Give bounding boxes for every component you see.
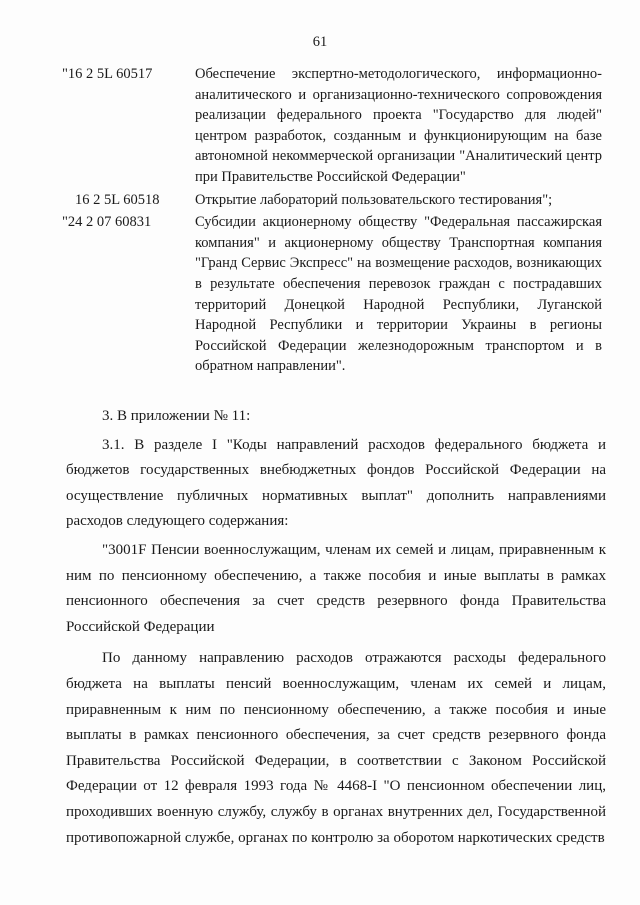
page-number: 61 — [312, 34, 328, 50]
expense-description: Обеспечение экспертно-методологического, информационно-аналитического и организационно-технического сопровождения реализации федерального проекта "Государство для людей" центром разработок, созданным и функционирующим на базе автономной некоммерческой организации "Аналитический центр при Правительстве Российской Федерации" — [195, 66, 602, 185]
subsection-paragraph: 3.1. В разделе I "Коды направлений расходов федерального бюджета и бюджетов государственных внебюджетных фондов Российской Федерации на осуществление публичных нормативных выплат" дополнить направлениями расходов следующего содержания: — [66, 436, 606, 530]
expense-code: "24 2 07 60831 — [62, 214, 152, 231]
explanation-paragraph: По данному направлению расходов отражаются расходы федерального бюджета на выплаты пенсий военнослужащим, членам их семей и лицам, приравненным к ним по пенсионному обеспечению, а также пособия и иные выплаты в рамках пенсионного обеспечения, за счет средств резервного фонда Правительства Российской Федерации, в соответствии с Законом Российской Федерации от 12 февраля 1993 года № 4468-I "О пенсионном обеспечении лиц, проходивших военную службу, службу в органах внутренних дел, Государственной противопожарной службе, органах по контролю за оборотом наркотических средств — [66, 650, 606, 846]
body-text — [66, 404, 606, 851]
expense-code: "16 2 5L 60517 — [62, 66, 153, 82]
section-heading: 3. В приложении № 11: — [102, 408, 251, 424]
expense-code: 16 2 5L 60518 — [75, 191, 160, 208]
table-row — [62, 212, 602, 377]
expense-codes-table — [62, 64, 602, 377]
table-row — [62, 190, 602, 211]
expense-description: Открытие лабораторий пользовательского тестирования"; — [195, 191, 553, 208]
table-row — [62, 64, 602, 188]
expense-description: Субсидии акционерному обществу "Федеральная пассажирская компания" и акционерному обществу Транспортная компания "Гранд Сервис Экспресс" на возмещение расходов, возникающих в результате обеспечения перевозок граждан с пострадавших территорий Донецкой Народной Республики, Луганской Народной Республики и территории Украины в регионы Российской Федерации железнодорожным транспортом и в обратном направлении". — [195, 214, 602, 375]
code-item-paragraph: "3001F Пенсии военнослужащим, членам их семей и лицам, приравненным к ним по пенсионному обеспечению, а также пособия и иные выплаты в рамках пенсионного обеспечения за счет средств резервного фонда Правительства Российской Федерации — [66, 541, 606, 635]
